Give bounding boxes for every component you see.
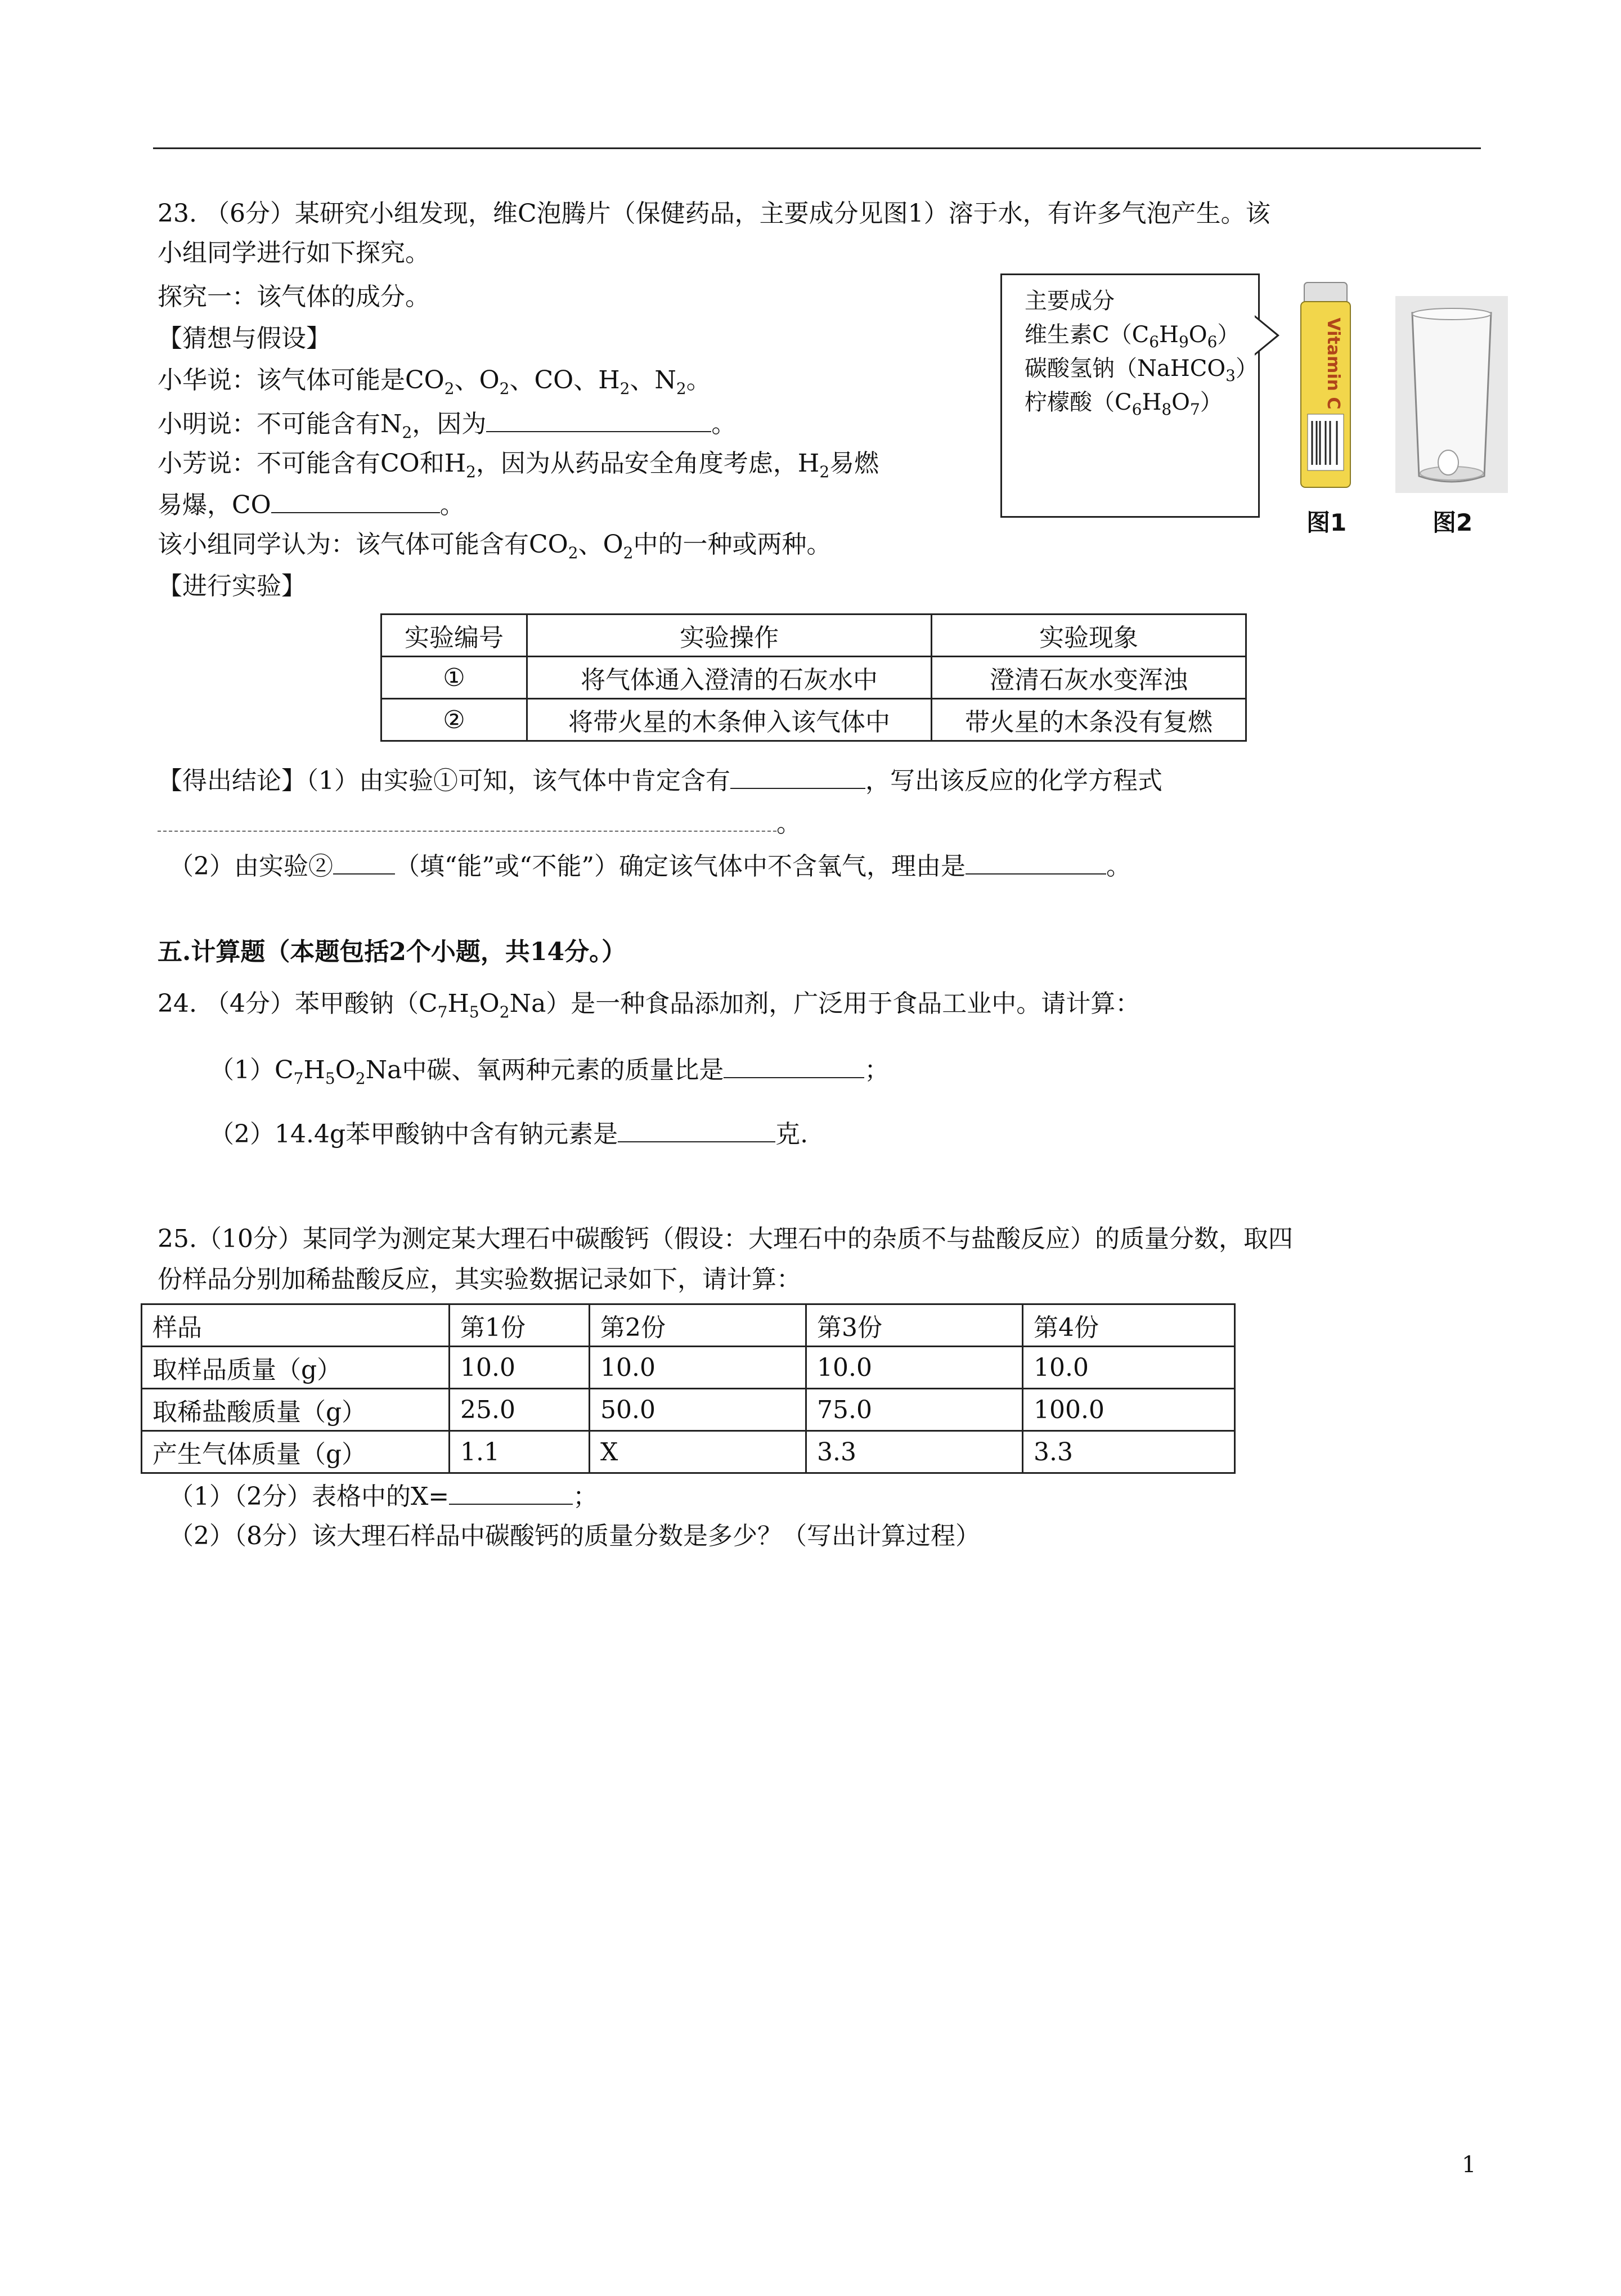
table-header-cell: 实验现象 [932,615,1246,657]
answer-blank[interactable] [486,406,711,432]
header-rule [153,147,1481,149]
table-cell: ② [381,699,527,741]
table-header-cell: 第2份 [590,1304,806,1347]
page-number: 1 [1462,2152,1476,2178]
q23-explore1: 探究一：该气体的成分。 [158,282,430,311]
q23-line2: 小组同学进行如下探究。 [158,239,430,267]
experiment-table [380,613,1247,742]
section5-heading: 五.计算题（本题包括2个小题，共14分。） [158,938,627,966]
table-cell: 25.0 [450,1389,590,1431]
table-cell: 3.3 [806,1431,1023,1473]
table-header-row [381,615,1246,657]
glass-image [1395,296,1508,493]
table-cell: 3.3 [1023,1431,1235,1473]
table-cell: 10.0 [1023,1347,1235,1389]
table-cell: 10.0 [806,1347,1023,1389]
answer-blank[interactable] [449,1479,573,1505]
table-header-row [142,1304,1235,1347]
q25-line2: 份样品分别加稀盐酸反应，其实验数据记录如下，请计算： [158,1265,801,1294]
answer-blank[interactable] [333,849,395,875]
table-cell: 带火星的木条没有复燃 [932,699,1246,741]
q23-xiaohua: 小华说：该气体可能是$CO_2$、$O_2$、CO、$H_2$、$N_2$。 [158,366,711,398]
q23-heading-hypothesis: 【猜想与假设】 [158,324,331,353]
q23-conclusion-line2: 。 [158,806,801,840]
vitamin-tube-image [1292,279,1359,493]
ingredients-callout [1000,273,1260,518]
table-cell: 10.0 [590,1347,806,1389]
table-row [142,1431,1235,1473]
figure1-caption: 图1 [1306,509,1347,536]
callout-title: 主要成分 [1025,288,1115,314]
q25-part1: （1）（2分）表格中的X= ； [169,1479,598,1513]
q23-line1: 23. （6分）某研究小组发现，维C泡腾片（保健药品，主要成分见图1）溶于水，有许多气泡产生。该 [158,199,1270,228]
table-header-cell: 第3份 [806,1304,1023,1347]
callout-nahco3: 碳酸氢钠（NaHCO$_3$） [1025,356,1258,385]
answer-blank[interactable] [618,1116,775,1142]
q23-part2: （2）由实验② （填“能”或“不能”）确定该气体中不含氧气，理由是 。 [169,849,1131,882]
table-cell: 将气体通入澄清的石灰水中 [527,657,932,699]
table-header-cell: 第4份 [1023,1304,1235,1347]
table-cell: 100.0 [1023,1389,1235,1431]
table-cell: 取样品质量（g） [142,1347,450,1389]
q24-part1: $(1)C_7H_5O_2Na$中碳、氧两种元素的质量比是 ； [209,1052,889,1095]
figure2-caption: 图2 [1433,509,1473,536]
table-row [381,699,1246,741]
callout-citric-acid: 柠檬酸$(C_6H_8O_7)$ [1025,389,1223,419]
q23-xiaofang: 小芳说：不可能含有CO和$H_2$，因为从药品安全角度考虑，$H_2$易燃 [158,449,879,481]
table-header-cell: 实验编号 [381,615,527,657]
answer-blank[interactable] [271,487,440,513]
q23-conclusion: 【得出结论】（1）由实验①可知，该气体中肯定含有 ，写出该反应的化学方程式 [158,763,1162,797]
tube-label: Vitamin C [1323,317,1343,410]
equation-blank[interactable] [158,806,776,832]
q23-heading-experiment: 【进行实验】 [158,572,306,600]
table-header-cell: 实验操作 [527,615,932,657]
table-row [142,1389,1235,1431]
q25-part2: （2）（8分）该大理石样品中碳酸钙的质量分数是多少？（写出计算过程） [169,1522,980,1550]
answer-blank[interactable] [724,1052,864,1078]
table-cell: 取稀盐酸质量（g） [142,1389,450,1431]
table-cell: 75.0 [806,1389,1023,1431]
q23-xiaofang-line2: 易爆，CO 。 [158,487,465,521]
table-cell: 1.1 [450,1431,590,1473]
answer-blank[interactable] [730,763,865,789]
q23-xiaoming: 小明说：不可能含有$N_2$，因为 。 [158,406,736,449]
table-cell: X [590,1431,806,1473]
table-row [142,1347,1235,1389]
q24-line1: 24. （4分）苯甲酸钠$(C_7H_5O_2Na)$是一种食品添加剂，广泛用于食品工业中。请计算： [158,989,1140,1021]
table-cell: ① [381,657,527,699]
answer-blank[interactable] [966,849,1106,875]
table-cell: 10.0 [450,1347,590,1389]
table-cell: 50.0 [590,1389,806,1431]
table-cell: 澄清石灰水变浑浊 [932,657,1246,699]
table-header-cell: 样品 [142,1304,450,1347]
callout-pointer-fill [1254,317,1277,354]
table-cell: 产生气体质量（g） [142,1431,450,1473]
q24-part2: （2）14.4g苯甲酸钠中含有钠元素是 克. [209,1116,808,1150]
table-cell: 将带火星的木条伸入该气体中 [527,699,932,741]
q25-line1: 25.（10分）某同学为测定某大理石中碳酸钙（假设：大理石中的杂质不与盐酸反应）的质量分数，取四 [158,1225,1293,1253]
q23-group: 该小组同学认为：该气体可能含有$CO_2$、$O_2$中的一种或两种。 [158,530,832,562]
table-row [381,657,1246,699]
sample-data-table [141,1303,1236,1474]
table-header-cell: 第1份 [450,1304,590,1347]
callout-vitamin-c: 维生素$C(C_6H_9O_6)$ [1025,322,1240,351]
